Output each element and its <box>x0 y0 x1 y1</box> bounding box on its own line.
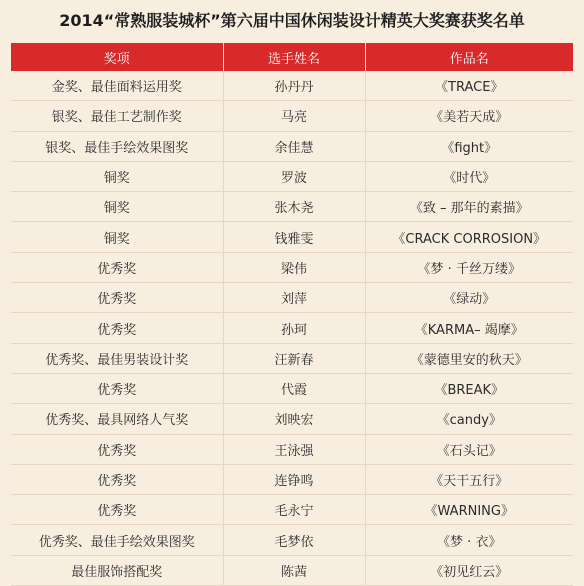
cell-work-title: 《石头记》 <box>365 434 573 464</box>
table-row <box>11 373 573 403</box>
award-table <box>11 43 573 586</box>
cell-contestant-name: 汪新春 <box>223 343 365 373</box>
cell-award: 优秀奖、最具网络人气奖 <box>11 404 223 434</box>
table-row <box>11 192 573 222</box>
cell-work-title: 《梦 · 衣》 <box>365 525 573 555</box>
table-row <box>11 101 573 131</box>
cell-contestant-name: 王泳强 <box>223 434 365 464</box>
cell-contestant-name: 孙珂 <box>223 313 365 343</box>
cell-work-title: 《CRACK CORROSION》 <box>365 222 573 252</box>
cell-contestant-name: 连铮鸣 <box>223 464 365 494</box>
cell-contestant-name: 刘萍 <box>223 283 365 313</box>
cell-award: 铜奖 <box>11 222 223 252</box>
cell-award: 优秀奖 <box>11 283 223 313</box>
cell-award: 铜奖 <box>11 192 223 222</box>
cell-award: 优秀奖 <box>11 434 223 464</box>
table-row <box>11 161 573 191</box>
table-row <box>11 313 573 343</box>
table-row <box>11 525 573 555</box>
cell-contestant-name: 代霞 <box>223 373 365 403</box>
cell-award: 优秀奖、最佳手绘效果图奖 <box>11 525 223 555</box>
table-body <box>11 71 573 586</box>
cell-award: 铜奖 <box>11 161 223 191</box>
cell-work-title: 《天干五行》 <box>365 464 573 494</box>
cell-contestant-name: 钱雅雯 <box>223 222 365 252</box>
table-row <box>11 222 573 252</box>
cell-contestant-name: 毛永宁 <box>223 495 365 525</box>
cell-contestant-name: 梁伟 <box>223 252 365 282</box>
cell-work-title: 《绿动》 <box>365 283 573 313</box>
cell-work-title: 《初见红云》 <box>365 555 573 585</box>
table-row <box>11 131 573 161</box>
cell-award: 银奖、最佳工艺制作奖 <box>11 101 223 131</box>
cell-work-title: 《蒙德里安的秋天》 <box>365 343 573 373</box>
page-title: 2014“常熟服装城杯”第六届中国休闲装设计精英大奖赛获奖名单 <box>59 11 525 30</box>
table-row <box>11 71 573 101</box>
cell-contestant-name: 余佳慧 <box>223 131 365 161</box>
cell-work-title: 《TRACE》 <box>365 71 573 101</box>
cell-work-title: 《时代》 <box>365 161 573 191</box>
cell-award: 优秀奖 <box>11 464 223 494</box>
table-row <box>11 283 573 313</box>
cell-work-title: 《fight》 <box>365 131 573 161</box>
table-row <box>11 495 573 525</box>
cell-work-title: 《BREAK》 <box>365 373 573 403</box>
cell-award: 优秀奖 <box>11 495 223 525</box>
table-row <box>11 434 573 464</box>
table-row <box>11 555 573 585</box>
table-header <box>11 43 573 71</box>
header-award: 奖项 <box>11 43 223 71</box>
cell-contestant-name: 毛梦依 <box>223 525 365 555</box>
cell-award: 最佳服饰搭配奖 <box>11 555 223 585</box>
header-contestant-name: 选手姓名 <box>223 43 365 71</box>
cell-contestant-name: 孙丹丹 <box>223 71 365 101</box>
cell-work-title: 《candy》 <box>365 404 573 434</box>
cell-work-title: 《致 – 那年的素描》 <box>365 192 573 222</box>
cell-work-title: 《美若天成》 <box>365 101 573 131</box>
table-row <box>11 464 573 494</box>
cell-award: 优秀奖、最佳男装设计奖 <box>11 343 223 373</box>
cell-work-title: 《KARMA– 竭摩》 <box>365 313 573 343</box>
cell-contestant-name: 张木尧 <box>223 192 365 222</box>
cell-work-title: 《WARNING》 <box>365 495 573 525</box>
table-row <box>11 404 573 434</box>
table-row <box>11 252 573 282</box>
cell-contestant-name: 陈茜 <box>223 555 365 585</box>
cell-contestant-name: 刘映宏 <box>223 404 365 434</box>
header-work-title: 作品名 <box>365 43 573 71</box>
cell-award: 优秀奖 <box>11 252 223 282</box>
cell-award: 优秀奖 <box>11 373 223 403</box>
cell-award: 优秀奖 <box>11 313 223 343</box>
cell-work-title: 《梦 · 千丝万缕》 <box>365 252 573 282</box>
cell-contestant-name: 马亮 <box>223 101 365 131</box>
cell-contestant-name: 罗波 <box>223 161 365 191</box>
table-row <box>11 343 573 373</box>
cell-award: 金奖、最佳面料运用奖 <box>11 71 223 101</box>
cell-award: 银奖、最佳手绘效果图奖 <box>11 131 223 161</box>
